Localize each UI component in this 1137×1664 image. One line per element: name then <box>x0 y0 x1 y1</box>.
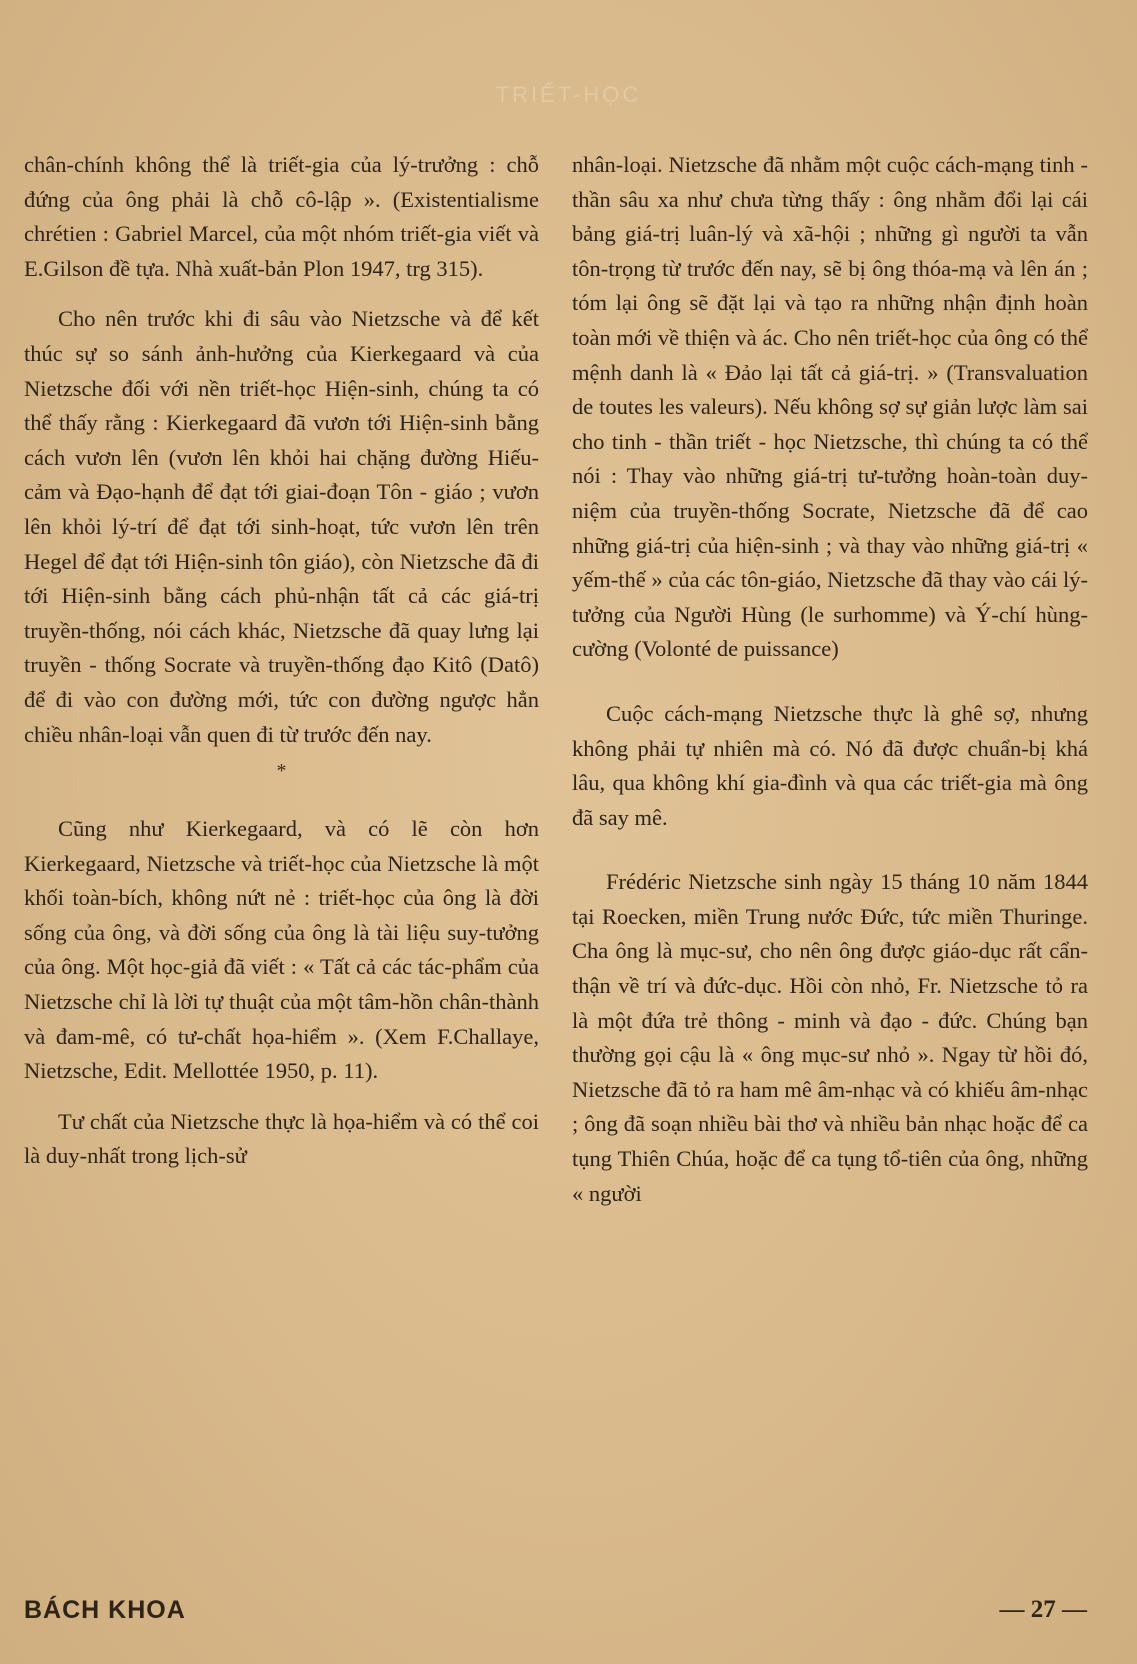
paragraph: Frédéric Nietzsche sinh ngày 15 tháng 10 năm 1844 tại Roecken, miền Trung nước Đức, tức miền Thuringe. Cha ông là mục-sư, cho nên ông được giáo-dục rất cẩn-thận về trí và đức-dục. Hồi còn nhỏ, Fr. Nietzsche tỏ ra là một đứa trẻ thông - minh và đạo - đức. Chúng bạn thường gọi cậu là « ông mục-sư nhỏ ». Ngay từ hồi đó, Nietzsche đã tỏ ra ham mê âm-nhạc và có khiếu âm-nhạc ; ông đã soạn nhiều bài thơ và nhiều bản nhạc hoặc để ca tụng Thiên Chúa, hoặc để ca tụng tổ-tiên của ông, những « người <box>572 869 1088 1206</box>
paragraph: nhân-loại. Nietzsche đã nhằm một cuộc cách-mạng tinh - thần sâu xa như chưa từng thấy : ông nhằm đổi lại cái bảng giá-trị luân-lý và xã-hội ; những gì người ta vẫn tôn-trọng từ trước đến nay, sẽ bị ông thóa-mạ và lên án ; tóm lại ông sẽ đặt lại và tạo ra những nhận định hoàn toàn mới về thiện và ác. Cho nên triết-học của ông có thể mệnh danh là « Đảo lại tất cả giá-trị. » (Transvaluation de toutes les valeurs). Nếu không sợ sự giản lược làm sai cho tinh - thần triết - học Nietzsche, thì chúng ta có thể nói : Thay vào những giá-trị tư-tưởng hoàn-toàn duy-niệm của truyền-thống Socrate, Nietzsche đã để cao những giá-trị của hiện-sinh ; và thay vào những giá-trị « yếm-thế » của các tôn-giáo, Nietzsche đã thay vào cái lý-tưởng của Người Hùng (le surhomme) và Ý-chí hùng-cường (Volonté de puissance) <box>572 152 1088 662</box>
paragraph: Cũng như Kierkegaard, và có lẽ còn hơn Kierkegaard, Nietzsche và triết-học của Nietzsche là một khối toàn-bích, không nứt nẻ : triết-học của ông là đời sống của ông, và đời sống của ông là tài liệu suy-tưởng của ông. Một học-giả đã viết : « Tất cả các tác-phẩm của Nietzsche chỉ là lời tự thuật của một tâm-hồn chân-thành và đam-mê, có tư-chất họa-hiểm ». (Xem F.Challaye, Nietzsche, Edit. Mellottée 1950, p. 11). <box>24 816 539 1084</box>
paragraph: Cho nên trước khi đi sâu vào Nietzsche và để kết thúc sự so sánh ảnh-hưởng của Kierkegaard và của Nietzsche đối với nền triết-học Hiện-sinh, chúng ta có thể thấy rằng : Kierkegaard đã vươn tới Hiện-sinh bằng cách vươn lên (vươn lên khỏi hai chặng đường Hiếu-cảm và Đạo-hạnh để đạt tới giai-đoạn Tôn - giáo ; vươn lên khỏi lý-trí để đạt tới sinh-hoạt, tức vươn lên trên Hegel để đạt tới Hiện-sinh tôn giáo), còn Nietzsche đã đi tới Hiện-sinh bằng cách phủ-nhận tất cả các giá-trị truyền-thống, nói cách khác, Nietzsche đã quay lưng lại truyền - thống Socrate và truyền-thống đạo Kitô (Datô) để đi vào con đường mới, tức con đường ngược hẳn chiều nhân-loại vẫn quen đi từ trước đến nay. <box>24 306 539 747</box>
paragraph: Cuộc cách-mạng Nietzsche thực là ghê sợ, nhưng không phải tự nhiên mà có. Nó đã được chuẩn-bị khá lâu, qua không khí gia-đình và qua các triết-gia mà ông đã say mê. <box>572 700 1088 830</box>
running-head: TRIẾT-HỌC <box>495 82 642 107</box>
magazine-name: BÁCH KHOA <box>24 1596 186 1624</box>
left-column <box>24 148 539 1174</box>
page-number: — 27 — <box>999 1596 1087 1623</box>
right-column <box>572 148 1088 1211</box>
paragraph: chân-chính không thể là triết-gia của lý-trưởng : chỗ đứng của ông phải là chỗ cô-lập ». (Existentialisme chrétien : Gabriel Marcel, của một nhóm triết-gia viết và E.Gilson đề tựa. Nhà xuất-bản Plon 1947, trg 315). <box>24 152 539 281</box>
paragraph: Tư chất của Nietzsche thực là họa-hiểm và có thể coi là duy-nhất trong lịch-sử <box>24 1108 539 1169</box>
section-separator: * <box>276 760 287 783</box>
